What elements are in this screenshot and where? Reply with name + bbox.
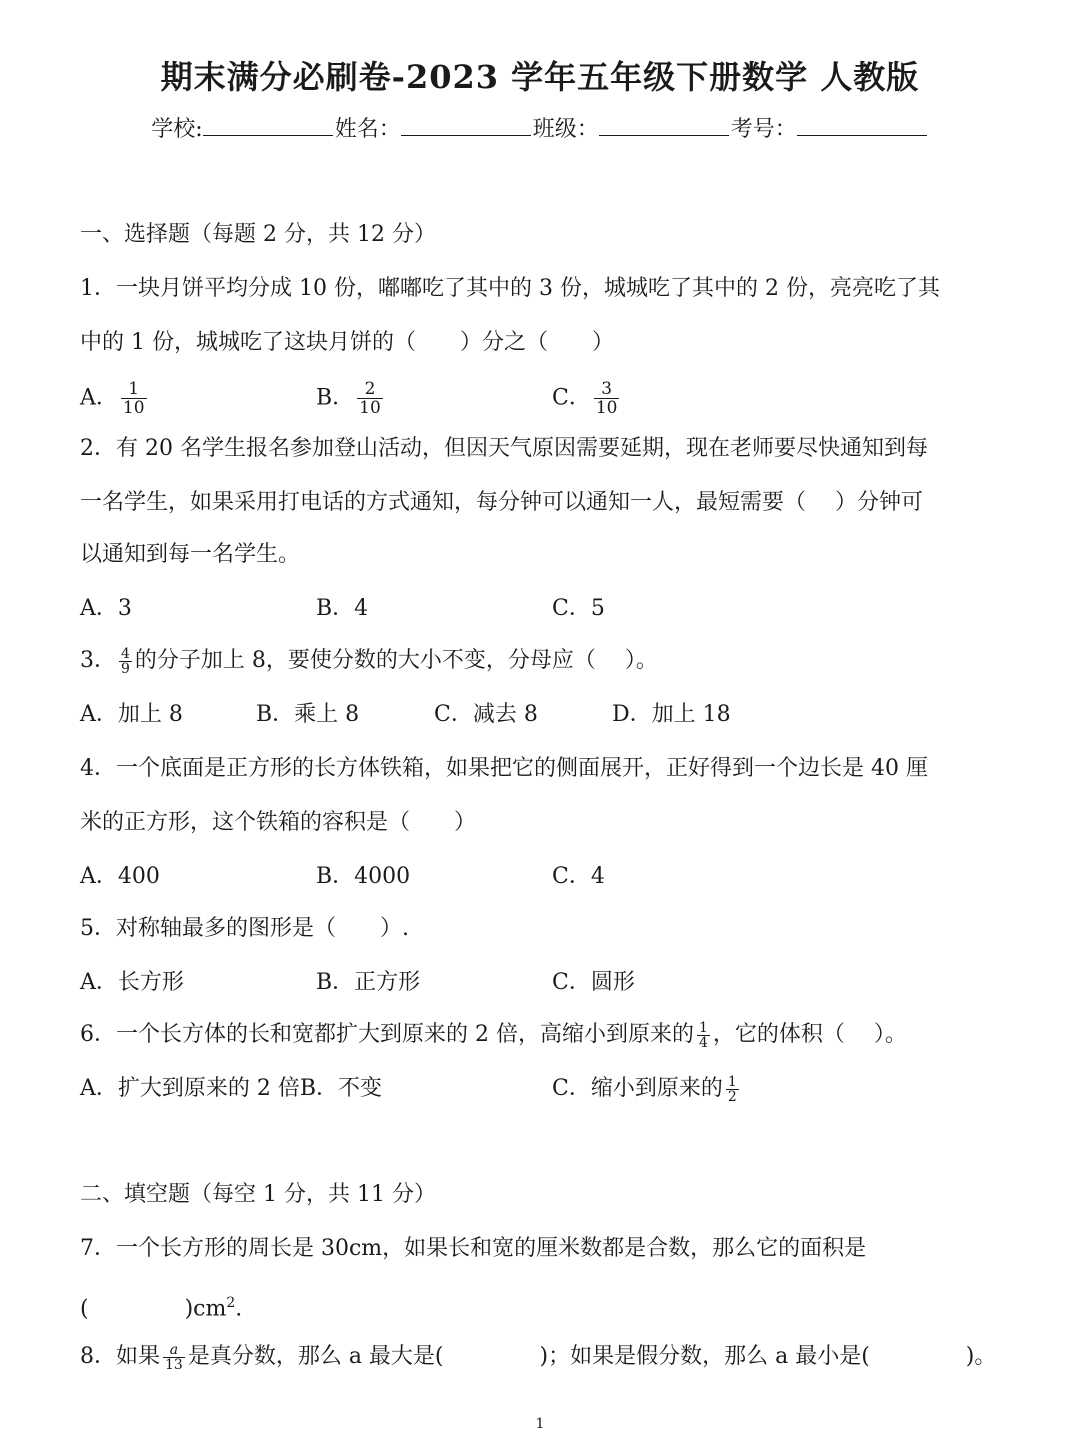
q4-option-b: B．4000 xyxy=(316,864,411,889)
class-blank[interactable] xyxy=(599,113,729,136)
q6-fraction xyxy=(697,1021,710,1050)
q1-option-b xyxy=(316,380,386,417)
fraction-numerator: 2 xyxy=(364,379,376,399)
q3-fraction xyxy=(119,647,132,676)
section1-heading: 一、选择题（每题 2 分，共 12 分） xyxy=(80,222,436,247)
q5-option-a: A．长方形 xyxy=(80,970,184,995)
fraction-numerator: 1 xyxy=(128,379,140,399)
page-title: 期末满分必刷卷-2023 学年五年级下册数学 人教版 xyxy=(160,58,920,96)
school-blank[interactable] xyxy=(203,113,333,136)
q6-suffix: ，它的体积（ ）。 xyxy=(712,1022,907,1047)
q4-line2: 米的正方形，这个铁箱的容积是（ ） xyxy=(80,810,477,835)
fraction-denominator: 10 xyxy=(359,398,381,418)
q1-option-c-label: C． xyxy=(552,385,591,411)
q8-fraction xyxy=(163,1343,185,1372)
q7-line2 xyxy=(80,1288,242,1324)
q1-option-c xyxy=(552,380,622,417)
q6-option-c xyxy=(552,1074,742,1104)
q3-suffix: 的分子加上 8，要使分数的大小不变，分母应（ ）。 xyxy=(134,648,658,673)
section2-heading: 二、填空题（每空 1 分，共 11 分） xyxy=(80,1182,436,1207)
q3-prefix: 3． xyxy=(80,648,116,673)
q1-line1: 1．一块月饼平均分成 10 份，嘟嘟吃了其中的 3 份，城城吃了其中的 2 份，亮亮吃了其 xyxy=(80,276,940,301)
q7-line1: 7．一个长方形的周长是 30cm，如果长和宽的厘米数都是合数，那么它的面积是 xyxy=(80,1236,867,1261)
q7-end: . xyxy=(235,1296,243,1322)
q1-line2: 中的 1 份，城城吃了这块月饼的（ ）分之（ ） xyxy=(80,330,614,355)
q7-unit-exponent: 2 xyxy=(226,1295,236,1311)
q2-line2: 一名学生，如果采用打电话的方式通知，每分钟可以通知一人，最短需要（ ）分钟可 xyxy=(80,490,923,515)
q6-option-a-b xyxy=(80,1074,382,1104)
q2-option-b: B．4 xyxy=(316,596,369,621)
q3-option-b: B．乘上 8 xyxy=(256,702,360,727)
q8-line xyxy=(80,1342,996,1372)
fraction-denominator: 10 xyxy=(595,398,618,418)
q6-prefix: 6．一个长方体的长和宽都扩大到原来的 2 倍，高缩小到原来的 xyxy=(80,1022,694,1047)
q6-line xyxy=(80,1020,907,1050)
q8-mid: 是真分数，那么 a 最大是( xyxy=(187,1344,444,1369)
q7-unit: )cm xyxy=(184,1296,227,1322)
q1-option-a-label: A． xyxy=(80,385,118,411)
q2-option-a: A．3 xyxy=(80,596,132,621)
name-blank[interactable] xyxy=(401,113,531,136)
q1-option-c-fraction xyxy=(594,380,620,417)
q4-option-a: A．400 xyxy=(80,864,160,889)
q1-option-a xyxy=(80,380,150,417)
fraction-denominator: 9 xyxy=(121,660,130,677)
exam-no-label: 考号： xyxy=(730,117,797,142)
fraction-numerator: 4 xyxy=(121,645,130,662)
q3-option-d: D．加上 18 xyxy=(612,702,731,727)
q6-option-b: B．不变 xyxy=(299,1076,383,1101)
page-number: 1 xyxy=(535,1416,545,1432)
q4-line1: 4．一个底面是正方形的长方体铁箱，如果把它的侧面展开，正好得到一个边长是 40 厘 xyxy=(80,756,928,781)
q6-option-c-fraction xyxy=(726,1075,739,1104)
q1-option-b-label: B． xyxy=(316,385,355,411)
fraction-denominator: 4 xyxy=(698,1034,708,1051)
q4-option-c: C．4 xyxy=(552,864,605,889)
fraction-denominator: 13 xyxy=(165,1356,183,1373)
q1-option-a-fraction xyxy=(121,380,147,417)
q2-line3: 以通知到每一名学生。 xyxy=(80,542,301,567)
fraction-numerator: 3 xyxy=(601,379,613,399)
q2-line1: 2．有 20 名学生报名参加登山活动，但因天气原因需要延期，现在老师要尽快通知到每 xyxy=(80,436,928,461)
fraction-denominator: 10 xyxy=(122,398,145,418)
name-label: 姓名： xyxy=(334,117,401,142)
fraction-numerator: a xyxy=(169,1341,179,1358)
q3-option-c: C．减去 8 xyxy=(434,702,538,727)
q8-prefix: 8．如果 xyxy=(80,1344,160,1369)
q6-option-c-prefix: C．缩小到原来的 xyxy=(552,1076,723,1101)
q1-option-b-fraction xyxy=(357,380,383,417)
q3-line xyxy=(80,646,658,676)
q8-end: )。 xyxy=(965,1344,997,1369)
fraction-numerator: 1 xyxy=(698,1019,708,1036)
q2-option-c: C．5 xyxy=(552,596,605,621)
q5-option-b: B．正方形 xyxy=(316,970,421,995)
fraction-denominator: 2 xyxy=(727,1088,737,1105)
fraction-numerator: 1 xyxy=(727,1073,737,1090)
exam-no-blank[interactable] xyxy=(797,113,927,136)
q6-option-a: A．扩大到原来的 2 倍 xyxy=(80,1076,300,1101)
q8-mid2: )；如果是假分数，那么 a 最小是( xyxy=(539,1344,870,1369)
school-label: 学校: xyxy=(151,117,203,142)
q7-open-paren: ( xyxy=(80,1296,89,1322)
q5-option-c: C．圆形 xyxy=(552,970,635,995)
q3-option-a: A．加上 8 xyxy=(80,702,183,727)
q5-line1: 5．对称轴最多的图形是（ ）. xyxy=(80,916,409,941)
class-label: 班级： xyxy=(532,117,599,142)
student-info-row xyxy=(0,112,1080,143)
